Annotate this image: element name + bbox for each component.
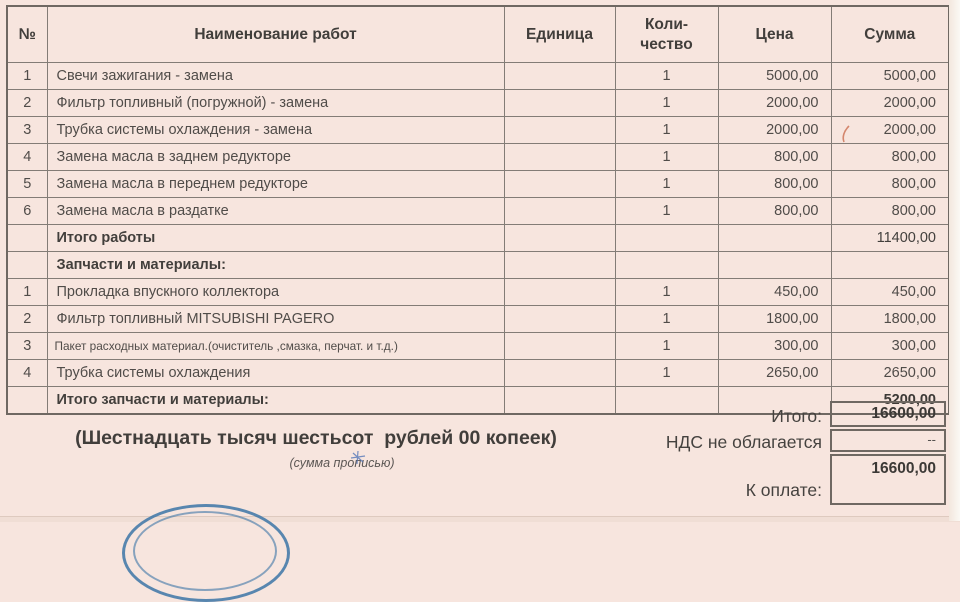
cell-sum: 5000,00 xyxy=(831,63,949,90)
cell-name: Прокладка впускного коллектора xyxy=(47,279,504,306)
cell-qty: 1 xyxy=(615,90,718,117)
cell-sum: 450,00 xyxy=(831,279,949,306)
table-row xyxy=(7,333,949,360)
cell-unit xyxy=(504,252,615,279)
cell-price: 2000,00 xyxy=(718,90,831,117)
cell-sum: 2000,00 xyxy=(831,90,949,117)
table-body xyxy=(7,63,949,415)
cell-sum: 2650,00 xyxy=(831,360,949,387)
cell-num: 3 xyxy=(7,117,47,144)
cell-unit xyxy=(504,117,615,144)
cell-sum: 800,00 xyxy=(831,144,949,171)
cell-name: Замена масла в переднем редукторе xyxy=(47,171,504,198)
col-header-unit: Единица xyxy=(504,6,615,63)
cell-name: Итого запчасти и материалы: xyxy=(47,387,504,415)
cell-qty: 1 xyxy=(615,333,718,360)
table-row xyxy=(7,63,949,90)
cell-unit xyxy=(504,279,615,306)
cell-name: Свечи зажигания - замена xyxy=(47,63,504,90)
cell-price: 450,00 xyxy=(718,279,831,306)
cell-price xyxy=(718,225,831,252)
cell-unit xyxy=(504,171,615,198)
red-pen-mark xyxy=(840,125,852,143)
col-header-num: № xyxy=(7,6,47,63)
cell-name: Замена масла в заднем редукторе xyxy=(47,144,504,171)
cell-sum: 800,00 xyxy=(831,171,949,198)
cell-unit xyxy=(504,306,615,333)
cell-num xyxy=(7,387,47,415)
table-row xyxy=(7,117,949,144)
cell-price: 5000,00 xyxy=(718,63,831,90)
cell-price: 2000,00 xyxy=(718,117,831,144)
cell-unit xyxy=(504,198,615,225)
amount-in-words-caption: (сумма прописью) xyxy=(289,456,395,470)
cell-name: Запчасти и материалы: xyxy=(47,252,504,279)
cell-unit xyxy=(504,144,615,171)
cell-sum: 800,00 xyxy=(831,198,949,225)
cell-price xyxy=(718,252,831,279)
works-total-row xyxy=(7,225,949,252)
cell-qty xyxy=(615,252,718,279)
cell-sum: 11400,00 xyxy=(831,225,949,252)
vat-label: НДС не облагается xyxy=(665,432,822,452)
cell-unit xyxy=(504,63,615,90)
cell-name: Замена масла в раздатке xyxy=(47,198,504,225)
table-row xyxy=(7,279,949,306)
parts-section-row xyxy=(7,252,949,279)
cell-num: 3 xyxy=(7,333,47,360)
cell-qty: 1 xyxy=(615,63,718,90)
cell-qty: 1 xyxy=(615,360,718,387)
blue-pen-mark xyxy=(349,450,367,465)
cell-num: 2 xyxy=(7,306,47,333)
table-row xyxy=(7,144,949,171)
table-row xyxy=(7,198,949,225)
payable-label: К оплате: xyxy=(745,480,822,500)
cell-price: 800,00 xyxy=(718,171,831,198)
cell-qty: 1 xyxy=(615,279,718,306)
cell-name: Трубка системы охлаждения xyxy=(47,360,504,387)
cell-unit xyxy=(504,360,615,387)
table-row xyxy=(7,360,949,387)
cell-unit xyxy=(504,333,615,360)
cell-unit xyxy=(504,225,615,252)
cell-num: 1 xyxy=(7,63,47,90)
cell-unit xyxy=(504,90,615,117)
cell-num: 5 xyxy=(7,171,47,198)
cell-sum: 2000,00 xyxy=(831,117,949,144)
cell-qty: 1 xyxy=(615,117,718,144)
cell-qty xyxy=(615,225,718,252)
cell-name: Фильтр топливный (погружной) - замена xyxy=(47,90,504,117)
col-header-qty-text: Коли-чество xyxy=(640,16,693,53)
cell-sum: 300,00 xyxy=(831,333,949,360)
cell-num: 4 xyxy=(7,360,47,387)
cell-num: 6 xyxy=(7,198,47,225)
invoice-table xyxy=(6,5,950,415)
table-header xyxy=(7,6,949,63)
cell-price: 800,00 xyxy=(718,198,831,225)
cell-qty: 1 xyxy=(615,198,718,225)
table-row xyxy=(7,171,949,198)
cell-sum xyxy=(831,252,949,279)
cell-name: Пакет расходных материал.(очиститель ,смазка, перчат. и т.д.) xyxy=(47,333,504,360)
total-label: Итого: xyxy=(771,406,822,426)
table-row xyxy=(7,90,949,117)
cell-price: 800,00 xyxy=(718,144,831,171)
cell-num: 2 xyxy=(7,90,47,117)
cell-name: Итого работы xyxy=(47,225,504,252)
stamp-inner-ring-icon xyxy=(133,511,277,591)
total-value-box: 16600,00 xyxy=(830,401,946,427)
cell-price: 1800,00 xyxy=(718,306,831,333)
cell-qty: 1 xyxy=(615,144,718,171)
cell-sum: 5200,00 xyxy=(831,387,949,415)
table-row xyxy=(7,306,949,333)
cell-num: 4 xyxy=(7,144,47,171)
header-row xyxy=(7,6,949,63)
payable-value-box: 16600,00 xyxy=(830,454,946,505)
cell-sum: 1800,00 xyxy=(831,306,949,333)
cell-name: Фильтр топливный MITSUBISHI PAGERO xyxy=(47,306,504,333)
cell-qty: 1 xyxy=(615,171,718,198)
col-header-qty xyxy=(615,6,718,63)
amount-in-words: (Шестнадцать тысяч шестьсот рублей 00 копеек) xyxy=(75,427,557,449)
cell-num xyxy=(7,252,47,279)
cell-qty: 1 xyxy=(615,306,718,333)
vat-value-box: -- xyxy=(830,429,946,452)
scan-right-edge xyxy=(949,0,960,521)
col-header-price: Цена xyxy=(718,6,831,63)
col-header-name: Наименование работ xyxy=(47,6,504,63)
cell-num: 1 xyxy=(7,279,47,306)
cell-price: 2650,00 xyxy=(718,360,831,387)
cell-num xyxy=(7,225,47,252)
col-header-sum: Сумма xyxy=(831,6,949,63)
cell-price: 300,00 xyxy=(718,333,831,360)
cell-name: Трубка системы охлаждения - замена xyxy=(47,117,504,144)
